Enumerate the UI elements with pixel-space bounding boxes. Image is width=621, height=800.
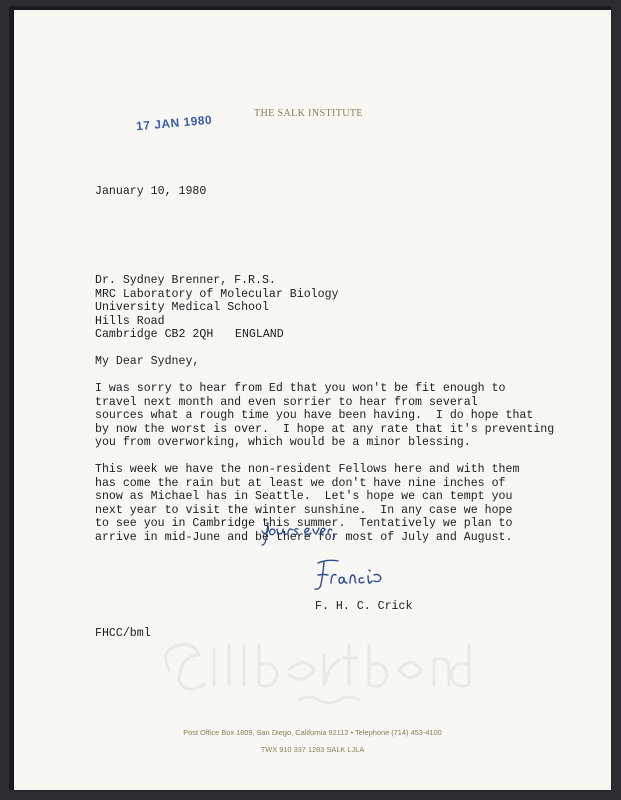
scan-border-top — [0, 0, 621, 6]
paragraph-line: I was sorry to hear from Ed that you won't be fit enough to — [95, 382, 506, 395]
paragraph-line: snow as Michael has in Seattle. Let's hope we can tempt you — [95, 490, 513, 504]
footer-twx: TWX 910 337 1283 SALK LJLA — [260, 745, 365, 754]
paragraph-line: next year to visit the winter sunshine. In any case we hope — [95, 503, 513, 517]
letterhead-institution: THE SALK INSTITUTE — [254, 108, 363, 119]
signer-typed-name: F. H. C. Crick — [315, 600, 413, 613]
paragraph-line: travel next month and even sorrier to hear from several — [95, 395, 478, 409]
recipient-line-2: University Medical School — [95, 301, 269, 315]
reference-initials: FHCC/bml — [95, 627, 151, 640]
scan-border-bottom — [0, 790, 621, 800]
paragraph-line: to see you in Cambridge this summer. Tentatively we plan to — [95, 517, 513, 531]
recipient-line-3: Hills Road — [95, 314, 165, 328]
recipient-name: Dr. Sydney Brenner, F.R.S. — [95, 274, 276, 287]
salutation: My Dear Sydney, — [95, 355, 200, 368]
received-date-stamp: 17 JAN 1980 — [135, 112, 213, 134]
recipient-country: ENGLAND — [235, 328, 284, 342]
recipient-line-1: MRC Laboratory of Molecular Biology — [95, 287, 339, 301]
scan-border-left — [0, 0, 9, 800]
paper-watermark — [149, 630, 479, 720]
paragraph-line: by now the worst is over. I hope at any rate that it's preventing — [95, 422, 555, 436]
scan-border-right — [611, 0, 621, 800]
handwritten-signature — [312, 555, 384, 599]
letter-date: January 10, 1980 — [95, 185, 207, 198]
footer-address: Post Office Box 1809, San Diego, California 92112 • Telephone (714) 453-4100 — [183, 728, 442, 737]
recipient-city-postcode: Cambridge CB2 2QH — [95, 328, 214, 342]
letter-page — [14, 10, 611, 790]
paragraph-line: has come the rain but at least we don't have nine inches of — [95, 476, 506, 490]
handwritten-closing — [259, 513, 339, 549]
paragraph-line: arrive in mid-June and be there for most of July and August. — [95, 531, 513, 544]
paragraph-line: you from overworking, which would be a minor blessing. — [95, 436, 471, 450]
paragraph-line: This week we have the non-resident Fellows here and with them — [95, 463, 520, 476]
paragraph-line: sources what a rough time you have been having. I do hope that — [95, 409, 534, 423]
